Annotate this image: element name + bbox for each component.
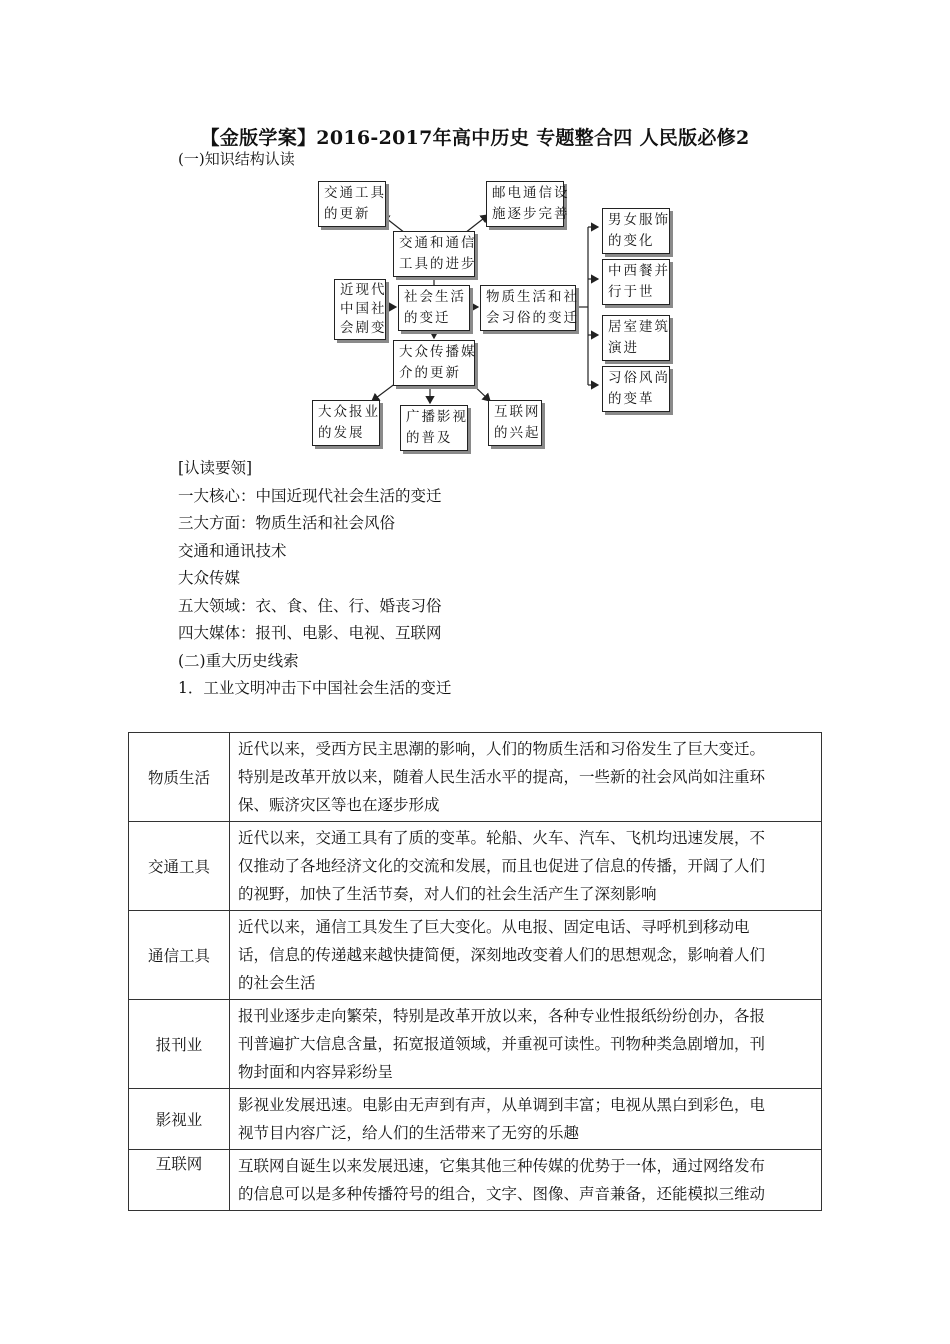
box-line: 互联网	[494, 404, 541, 420]
content-line: 视节目内容广泛，给人们的生活带来了无穷的乐趣	[238, 1124, 580, 1142]
box-broadcast-popularization	[400, 405, 468, 451]
box-line: 社会生活	[404, 289, 466, 305]
box-line: 大众报业	[318, 404, 380, 420]
content-line: 近代以来，通信工具发生了巨大变化。从电报、固定电话、寻呼机到移动电	[238, 918, 750, 936]
box-line: 行于世	[608, 284, 655, 300]
content-line: 近代以来，交通工具有了质的变革。轮船、火车、汽车、飞机均迅速发展，不	[238, 829, 766, 847]
box-line: 交通和通信	[399, 235, 477, 251]
content-line: 近代以来，受西方民主思潮的影响，人们的物质生活和习俗发生了巨大变迁。	[238, 740, 766, 758]
content-line: 话，信息的传递越来越快捷简便，深刻地改变着人们的思想观念，影响着人们	[238, 946, 766, 964]
box-housing-evolution	[602, 315, 670, 361]
table-row	[129, 1000, 822, 1089]
row-content	[230, 733, 822, 822]
row-header: 物质生活	[129, 733, 230, 822]
box-transport-communication-progress	[393, 231, 475, 277]
content-line: 保、赈济灾区等也在逐步形成	[238, 796, 440, 814]
content-line: 的信息可以是多种传播符号的组合，文字、图像、声音兼备，还能模拟三维动	[238, 1185, 766, 1203]
box-transport-renewal	[318, 181, 386, 227]
table-row	[129, 911, 822, 1000]
row-header: 交通工具	[129, 822, 230, 911]
box-customs-change	[602, 366, 670, 412]
row-content	[230, 822, 822, 911]
row-content	[230, 911, 822, 1000]
box-line: 交通工具	[324, 185, 386, 201]
content-line: 互联网自诞生以来发展迅速，它集其他三种传媒的优势于一体，通过网络发布	[238, 1157, 766, 1175]
table-row	[129, 733, 822, 822]
reading-essentials	[178, 455, 451, 703]
box-line: 的发展	[318, 425, 365, 441]
box-line: 的变化	[608, 233, 655, 249]
box-line: 近现代	[340, 282, 387, 298]
box-line: 的变革	[608, 391, 655, 407]
content-line: 特别是改革开放以来，随着人民生活水平的提高，一些新的社会风尚如注重环	[238, 768, 766, 786]
box-mass-media-renewal	[393, 340, 475, 386]
table-row	[129, 822, 822, 911]
box-line: 会习俗的变迁	[486, 310, 579, 326]
box-social-life-change	[398, 285, 470, 331]
knowledge-structure-diagram	[300, 175, 680, 450]
row-content	[230, 1089, 822, 1150]
content-line: 的社会生活	[238, 974, 316, 992]
box-modern-china-upheaval	[334, 279, 386, 340]
document-title: 【金版学案】2016-2017年高中历史 专题整合四 人民版必修2	[200, 127, 750, 149]
row-content	[230, 1150, 822, 1211]
reading-line: 五大领域：衣、食、住、行、婚丧习俗	[178, 596, 442, 615]
section-heading-knowledge-structure: (一)知识结构认读	[178, 150, 295, 168]
box-line: 会剧变	[340, 320, 387, 336]
reading-line: 交通和通讯技术	[178, 541, 287, 560]
box-chinese-western-food	[602, 259, 670, 305]
box-line: 施逐步完善	[492, 206, 570, 222]
box-line: 演进	[608, 340, 639, 356]
box-newspaper-development	[312, 400, 380, 446]
reading-line: 一大核心：中国近现代社会生活的变迁	[178, 486, 442, 505]
history-clue-table	[128, 732, 822, 1211]
box-line: 的更新	[324, 206, 371, 222]
content-line: 影视业发展迅速。电影由无声到有声，从单调到丰富；电视从黑白到彩色，电	[238, 1096, 766, 1114]
reading-line: 1．工业文明冲击下中国社会生活的变迁	[178, 679, 452, 697]
reading-heading: [认读要领]	[178, 459, 253, 477]
box-line: 邮电通信设	[492, 185, 570, 201]
reading-line: 四大媒体：报刊、电影、电视、互联网	[178, 624, 442, 642]
box-line: 习俗风尚	[608, 370, 670, 386]
content-line: 报刊业逐步走向繁荣，特别是改革开放以来，各种专业性报纸纷纷创办，各报	[238, 1007, 766, 1025]
box-postal-telecom	[486, 181, 570, 227]
box-clothing-change	[602, 208, 670, 254]
row-content	[230, 1000, 822, 1089]
box-line: 居室建筑	[608, 319, 670, 335]
table-row	[129, 1089, 822, 1150]
row-header: 互联网	[129, 1150, 230, 1211]
box-line: 物质生活和社	[486, 289, 579, 305]
reading-line: 三大方面：物质生活和社会风俗	[178, 514, 396, 532]
box-line: 工具的进步	[399, 256, 477, 272]
reading-line: 大众传媒	[178, 569, 241, 587]
box-line: 的普及	[406, 430, 453, 446]
box-line: 介的更新	[399, 365, 461, 381]
reading-line: (二)重大历史线索	[178, 651, 299, 670]
box-internet-rise	[488, 400, 542, 446]
content-line: 仅推动了各地经济文化的交流和发展，而且也促进了信息的传播，开阔了人们	[238, 857, 766, 875]
row-header: 影视业	[129, 1089, 230, 1150]
box-line: 大众传播媒	[399, 344, 477, 360]
content-line: 刊普遍扩大信息含量，拓宽报道领域，并重视可读性。刊物种类急剧增加，刊	[238, 1035, 766, 1053]
box-line: 男女服饰	[608, 212, 670, 228]
content-line: 物封面和内容异彩纷呈	[238, 1063, 394, 1081]
row-header: 报刊业	[129, 1000, 230, 1089]
box-line: 的兴起	[494, 425, 541, 441]
table-row	[129, 1150, 822, 1211]
content-line: 的视野，加快了生活节奏，对人们的社会生活产生了深刻影响	[238, 885, 657, 903]
box-line: 广播影视	[406, 409, 468, 425]
box-line: 中西餐并	[608, 263, 670, 279]
row-header: 通信工具	[129, 911, 230, 1000]
box-material-life-customs	[480, 285, 579, 331]
box-line: 的变迁	[404, 310, 451, 326]
box-line: 中国社	[340, 301, 387, 317]
